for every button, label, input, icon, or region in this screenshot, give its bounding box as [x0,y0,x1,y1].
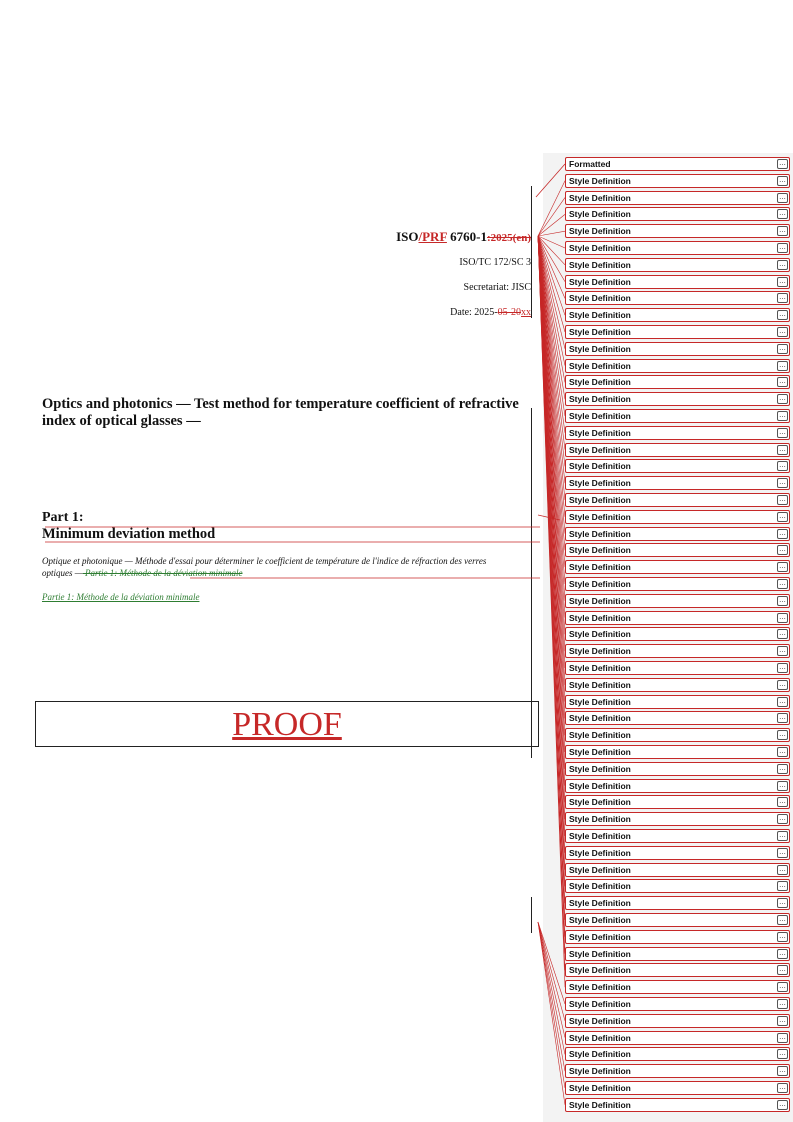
balloon-label: Style Definition [569,562,631,573]
expand-button[interactable] [777,1049,788,1059]
expand-button[interactable] [777,277,788,287]
balloon-label: Style Definition [569,310,631,321]
comment-balloon[interactable] [565,207,790,221]
comment-balloon[interactable] [565,594,790,608]
expand-button[interactable] [777,445,788,455]
comment-balloon[interactable] [565,375,790,389]
balloon-label: Style Definition [569,1049,631,1060]
expand-button[interactable] [777,310,788,320]
balloon-label: Style Definition [569,1015,631,1026]
expand-button[interactable] [777,226,788,236]
balloon-label: Style Definition [569,730,631,741]
comment-balloon[interactable] [565,947,790,961]
expand-button[interactable] [777,764,788,774]
balloon-label: Style Definition [569,999,631,1009]
expand-button[interactable] [777,1033,788,1043]
leader-line [538,198,565,236]
leader-line [538,236,565,248]
expand-button[interactable] [777,562,788,572]
balloon-label: Style Definition [569,461,631,472]
balloon-label: Style Definition [569,965,631,976]
balloon-label: Style Definition [569,696,631,707]
expand-button[interactable] [777,848,788,858]
leader-line [538,922,565,1004]
balloon-label: Style Definition [569,747,631,757]
expand-button[interactable] [777,1100,788,1110]
balloon-label: Style Definition [569,1032,631,1043]
expand-button[interactable] [777,361,788,371]
comment-balloon[interactable] [565,308,790,322]
date-deleted-text: 05-20 [497,307,521,318]
expand-button[interactable] [777,394,788,404]
comment-balloon[interactable] [565,1081,790,1095]
comment-balloon[interactable] [565,963,790,977]
balloon-label: Style Definition [569,1099,631,1110]
comment-balloon[interactable] [565,627,790,641]
balloon-label: Style Definition [569,864,631,875]
doc-inserted-text: /PRF [418,229,447,244]
doc-number: 6760-1 [446,229,487,244]
comment-balloon[interactable] [565,863,790,877]
expand-button[interactable] [777,428,788,438]
comment-balloon[interactable] [565,560,790,574]
comment-balloon[interactable] [565,258,790,272]
comment-balloon[interactable] [565,644,790,658]
french-title-text: Optique et photonique — Méthode d'essai pour déterminer le coefficient de température de l'indice de réfraction des verres optiques — [42,556,487,578]
expand-button[interactable] [777,243,788,253]
expand-button[interactable] [777,377,788,387]
comment-balloon[interactable] [565,1098,790,1112]
expand-button[interactable] [777,411,788,421]
expand-button[interactable] [777,898,788,908]
expand-button[interactable] [777,579,788,589]
expand-button[interactable] [777,730,788,740]
part-label: Part 1: [42,510,84,525]
balloon-label: Style Definition [569,209,631,220]
balloon-label: Style Definition [569,982,631,993]
leader-line [538,922,565,1054]
comment-balloon[interactable] [565,191,790,205]
expand-button[interactable] [777,965,788,975]
balloon-label: Style Definition [569,898,631,909]
balloon-label: Style Definition [569,427,631,438]
expand-button[interactable] [777,545,788,555]
date-label: Date: 2025- [450,307,498,318]
balloon-label: Style Definition [569,915,631,925]
expand-button[interactable] [777,831,788,841]
comment-balloon[interactable] [565,392,790,406]
leader-line [538,922,565,1105]
comment-balloon[interactable] [565,1064,790,1078]
comment-balloon[interactable] [565,812,790,826]
comment-balloon[interactable] [565,913,790,927]
expand-button[interactable] [777,865,788,875]
comment-balloon[interactable] [565,997,790,1011]
comment-balloon[interactable] [565,409,790,423]
leader-line [538,214,565,236]
expand-button[interactable] [777,1066,788,1076]
balloon-label: Style Definition [569,831,631,841]
balloon-label: Style Definition [569,377,631,388]
comment-balloon[interactable] [565,325,790,339]
leader-line [538,922,565,1071]
comment-balloon[interactable] [565,426,790,440]
balloon-label: Formatted [569,159,611,169]
balloon-label: Style Definition [569,175,631,186]
comment-balloon[interactable] [565,1014,790,1028]
comment-balloon[interactable] [565,661,790,675]
balloon-label: Style Definition [569,612,631,623]
balloon-label: Style Definition [569,444,631,455]
balloon-label: Style Definition [569,713,631,724]
leader-line [536,164,565,197]
comment-balloon[interactable] [565,980,790,994]
comment-balloon[interactable] [565,846,790,860]
expand-button[interactable] [777,680,788,690]
balloon-label: Style Definition [569,679,631,690]
balloon-label: Style Definition [569,528,631,539]
comment-balloon[interactable] [565,359,790,373]
balloon-label: Style Definition [569,226,631,237]
balloon-label: Style Definition [569,511,631,522]
balloon-label: Style Definition [569,293,631,304]
balloon-label: Style Definition [569,579,631,589]
balloon-label: Style Definition [569,394,631,405]
expand-button[interactable] [777,478,788,488]
comment-balloon[interactable] [565,795,790,809]
balloon-label: Style Definition [569,814,631,825]
expand-button[interactable] [777,512,788,522]
balloon-label: Style Definition [569,629,631,640]
expand-button[interactable] [777,1016,788,1026]
balloon-label: Style Definition [569,545,631,556]
comment-balloon[interactable] [565,577,790,591]
comment-balloon[interactable] [565,1031,790,1045]
comment-balloon[interactable] [565,879,790,893]
expand-button[interactable] [777,915,788,925]
expand-button[interactable] [777,1083,788,1093]
expand-button[interactable] [777,697,788,707]
comment-balloon[interactable] [565,896,790,910]
expand-button[interactable] [777,495,788,505]
balloon-label: Style Definition [569,780,631,791]
expand-button[interactable] [777,999,788,1009]
comment-balloon[interactable] [565,342,790,356]
comment-balloon[interactable] [565,611,790,625]
balloon-label: Style Definition [569,1066,631,1077]
balloon-label: Style Definition [569,495,631,505]
expand-button[interactable] [777,260,788,270]
expand-button[interactable] [777,327,788,337]
expand-button[interactable] [777,982,788,992]
french-inserted-part: Partie 1: Méthode de la déviation minimale [42,592,200,602]
comment-balloon[interactable] [565,678,790,692]
comment-balloon[interactable] [565,275,790,289]
comment-balloon[interactable] [565,779,790,793]
date-inserted-text: xx [521,307,531,318]
balloon-label: Style Definition [569,763,631,774]
expand-button[interactable] [777,176,788,186]
balloon-label: Style Definition [569,478,631,489]
balloon-label: Style Definition [569,192,631,203]
balloon-label: Style Definition [569,327,631,337]
expand-button[interactable] [777,781,788,791]
comment-balloon[interactable] [565,510,790,524]
doc-deleted-text: :2025(en) [487,232,531,244]
balloon-label: Style Definition [569,663,631,673]
comment-balloon[interactable] [565,745,790,759]
expand-button[interactable] [777,529,788,539]
main-title: Optics and photonics — Test method for temperature coefficient of refractive index of optical glasses — [42,396,519,429]
proof-label: PROOF [232,706,342,743]
comment-balloon[interactable] [565,224,790,238]
comment-balloon[interactable] [565,527,790,541]
leader-line [538,181,565,236]
committee: ISO/TC 172/SC 3 [459,257,531,268]
comment-balloon[interactable] [565,762,790,776]
expand-button[interactable] [777,209,788,219]
leader-line [538,231,565,236]
expand-button[interactable] [777,646,788,656]
comment-balloon[interactable] [565,493,790,507]
expand-button[interactable] [777,629,788,639]
expand-button[interactable] [777,159,788,169]
expand-button[interactable] [777,193,788,203]
expand-button[interactable] [777,663,788,673]
balloon-label: Style Definition [569,595,631,606]
balloon-label: Style Definition [569,881,631,892]
balloon-label: Style Definition [569,243,631,253]
balloon-label: Style Definition [569,847,631,858]
balloon-label: Style Definition [569,797,631,808]
expand-button[interactable] [777,461,788,471]
expand-button[interactable] [777,293,788,303]
balloon-label: Style Definition [569,276,631,287]
expand-button[interactable] [777,344,788,354]
expand-button[interactable] [777,814,788,824]
expand-button[interactable] [777,932,788,942]
comment-balloon[interactable] [565,443,790,457]
expand-button[interactable] [777,881,788,891]
comment-balloon[interactable] [565,543,790,557]
balloon-label: Style Definition [569,931,631,942]
comment-balloon[interactable] [565,291,790,305]
expand-button[interactable] [777,747,788,757]
comment-balloon[interactable] [565,241,790,255]
leader-line [538,922,565,1038]
comment-balloon[interactable] [565,711,790,725]
comment-balloon[interactable] [565,930,790,944]
expand-button[interactable] [777,596,788,606]
comment-balloon[interactable] [565,1047,790,1061]
expand-button[interactable] [777,797,788,807]
balloon-label: Style Definition [569,360,631,371]
french-deleted-part: Partie 1: Méthode de la déviation minimale [82,568,243,578]
comment-balloon[interactable] [565,829,790,843]
comment-balloon[interactable] [565,174,790,188]
expand-button[interactable] [777,949,788,959]
balloon-label: Style Definition [569,411,631,421]
expand-button[interactable] [777,613,788,623]
balloon-label: Style Definition [569,646,631,657]
secretariat-value: JISC [509,282,531,293]
secretariat-label: Secretariat: [463,282,510,293]
comment-balloon[interactable] [565,459,790,473]
balloon-label: Style Definition [569,343,631,354]
comment-balloon[interactable] [565,476,790,490]
balloon-label: Style Definition [569,1083,631,1093]
comment-balloon[interactable] [565,728,790,742]
part-title: Minimum deviation method [42,526,216,542]
expand-button[interactable] [777,713,788,723]
comment-balloon[interactable] [565,695,790,709]
balloon-label: Style Definition [569,948,631,959]
doc-prefix: ISO [396,229,419,244]
balloon-label: Style Definition [569,259,631,270]
comment-balloon[interactable] [565,157,790,171]
